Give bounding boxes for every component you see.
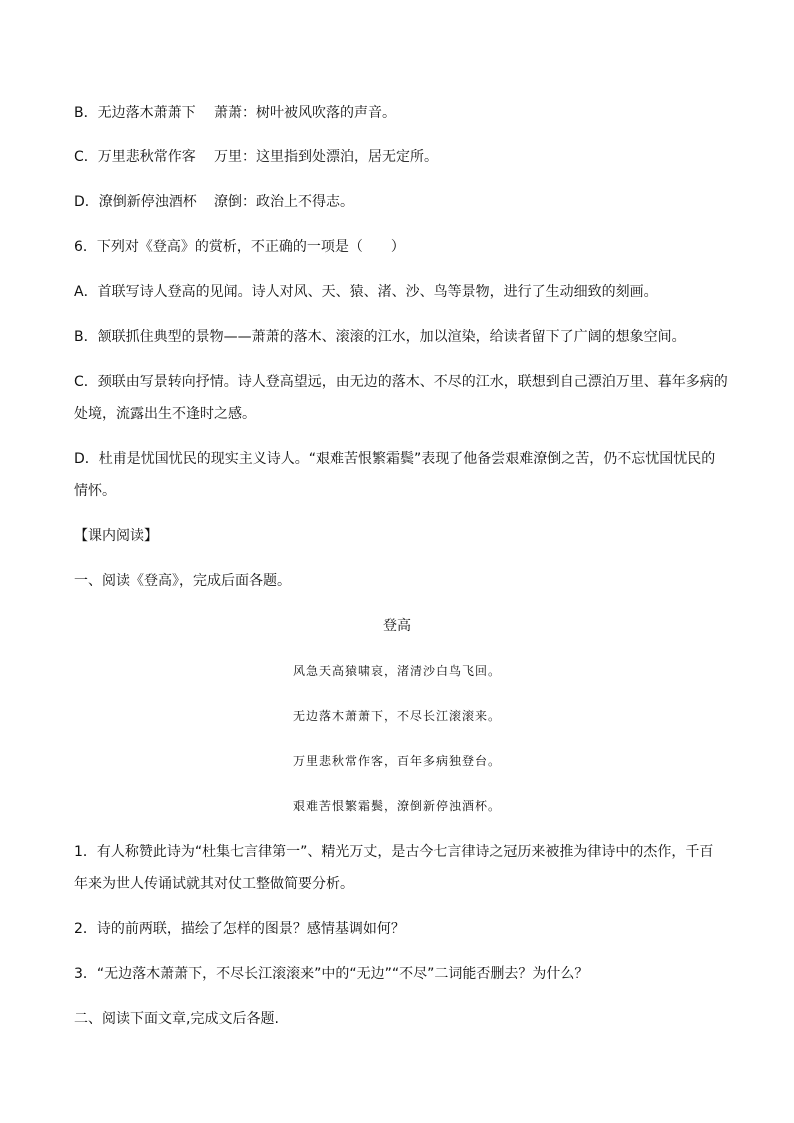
option-b bbox=[74, 104, 724, 122]
section-header: 【课内阅读】 bbox=[74, 528, 158, 544]
part2-instruction: 二、阅读下面文章,完成文后各题. bbox=[74, 1011, 279, 1027]
poem-line-3: 万里悲秋常作客，百年多病独登台。 bbox=[292, 754, 501, 768]
poem-title: 登高 bbox=[383, 618, 411, 634]
part1-q3: 3．“无边落木萧萧下，不尽长江滚滚来”中的“无边”“不尽”二词能否删去？为什么？ bbox=[74, 966, 589, 982]
option-c bbox=[74, 148, 724, 166]
q6-option-b: B．颔联抓住典型的景物——萧萧的落木、滚滚的江水，加以渲染，给读者留下了广阔的想象空间。 bbox=[74, 329, 686, 345]
option-c-gloss: 万里：这里指到处漂泊，居无定所。 bbox=[214, 149, 438, 165]
option-d bbox=[74, 193, 724, 211]
part1-instruction: 一、阅读《登高》，完成后面各题。 bbox=[74, 573, 291, 589]
option-b-gloss: 萧萧：树叶被风吹落的声音。 bbox=[214, 105, 396, 121]
question-6: 6．下列对《登高》的赏析，不正确的一项是（ ） bbox=[74, 239, 405, 255]
part1-q1-line1: 1．有人称赞此诗为“杜集七言律第一”、精光万丈，是古今七言律诗之冠历来被推为律诗中的杰作，千百 bbox=[74, 844, 714, 860]
option-b-term: B．无边落木萧萧下 bbox=[74, 105, 196, 121]
q6-option-c-line1: C．颈联由写景转向抒情。诗人登高望远，由无边的落木、不尽的江水，联想到自己漂泊万里、暮年多病的 bbox=[74, 374, 728, 390]
q6-option-d-line1: D．杜甫是忧国忧民的现实主义诗人。“艰难苦恨繁霜鬓”表现了他备尝艰难潦倒之苦，仍不忘忧国忧民的 bbox=[74, 451, 716, 467]
part1-q1-line2: 年来为世人传诵试就其对仗工整做简要分析。 bbox=[74, 876, 354, 892]
q6-option-a: A．首联写诗人登高的见闻。诗人对风、天、猿、渚、沙、鸟等景物，进行了生动细致的刻画。 bbox=[74, 284, 658, 300]
poem-line-2: 无边落木萧萧下，不尽长江滚滚来。 bbox=[292, 709, 501, 723]
part1-q2: 2．诗的前两联，描绘了怎样的图景？感情基调如何？ bbox=[74, 921, 405, 937]
q6-option-d-line2: 情怀。 bbox=[74, 483, 116, 499]
option-d-gloss: 潦倒：政治上不得志。 bbox=[214, 194, 354, 210]
q6-option-c-line2: 处境，流露出生不逢时之感。 bbox=[74, 406, 256, 422]
option-c-term: C．万里悲秋常作客 bbox=[74, 149, 196, 165]
option-d-term: D．潦倒新停浊酒杯 bbox=[74, 194, 197, 210]
poem-line-1: 风急天高猿啸哀，渚清沙白鸟飞回。 bbox=[292, 664, 501, 678]
poem-line-4: 艰难苦恨繁霜鬓，潦倒新停浊酒杯。 bbox=[292, 799, 501, 813]
